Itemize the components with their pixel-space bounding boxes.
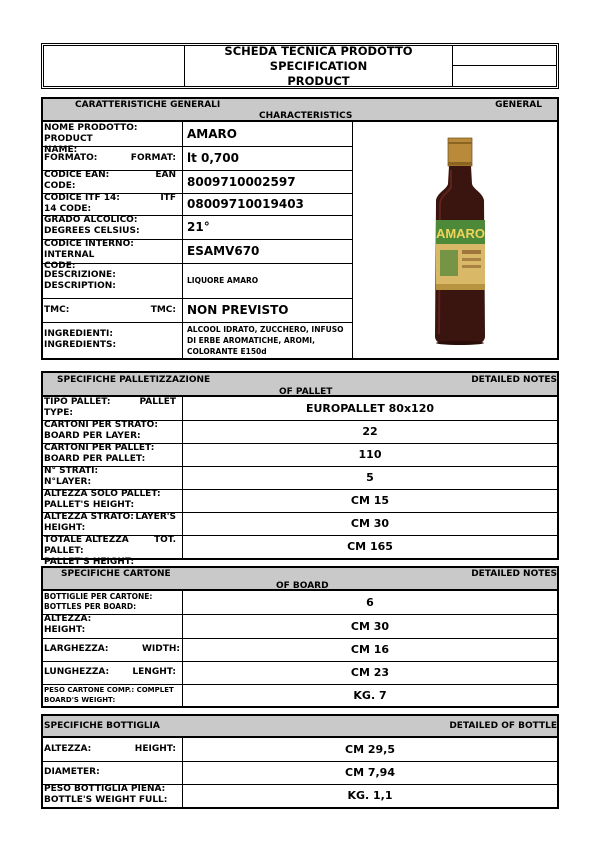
label-part-b: WIDTH:	[141, 644, 180, 654]
label-part-a: CODICE EAN:	[44, 170, 110, 180]
general-header-center: CHARACTERISTICS	[259, 111, 353, 121]
row-label: DIAMETER:	[44, 761, 183, 784]
label-part-b: LENGHT:	[132, 667, 176, 677]
product-image	[354, 122, 557, 358]
row-value: ALCOOL IDRATO, ZUCCHERO, INFUSO DI ERBE AROMATICHE, AROMI, COLORANTE E150d	[187, 324, 344, 356]
table-row	[43, 397, 557, 421]
table-row	[43, 738, 557, 762]
general-table	[43, 122, 353, 358]
row-value: NON PREVISTO	[187, 303, 289, 317]
table-row	[43, 322, 352, 358]
general-section	[41, 97, 559, 360]
label-line2: PALLET'S HEIGHT:	[44, 557, 135, 567]
label-line1: CODICE INTERNO: INTERNAL	[44, 239, 134, 260]
row-label: DESCRIZIONE: DESCRIPTION:	[44, 263, 183, 298]
label-line1: CARTONI PER PALLET:	[44, 443, 155, 453]
table-row	[43, 122, 352, 155]
row-label	[44, 512, 183, 535]
label-part-b: TOT.	[154, 535, 176, 545]
label-line1: PESO BOTTIGLIA PIENA:	[44, 784, 166, 794]
table-row	[43, 420, 557, 444]
row-value: 21°	[187, 220, 210, 234]
row-value: 110	[358, 448, 382, 461]
title-left-cell	[44, 46, 185, 86]
table-row	[43, 614, 557, 639]
bottle-header-left: SPECIFICHE BOTTIGLIA	[44, 721, 160, 731]
label-part-a: LUNGHEZZA:	[44, 667, 110, 677]
label-part-a: TMC:	[44, 304, 70, 315]
label-part-a: TOTALE ALTEZZA PALLET:	[44, 535, 129, 556]
label-part-b: PALLET	[139, 397, 176, 407]
label-line1: BOTTIGLIE PER CARTONE:	[44, 592, 153, 601]
row-value: CM 29,5	[345, 743, 395, 756]
row-label	[44, 420, 183, 443]
row-label	[44, 614, 183, 638]
table-row	[43, 535, 557, 567]
label-line2: 14 CODE:	[44, 204, 92, 214]
label-line1: CARTONI PER STRATO:	[44, 420, 158, 430]
table-row	[43, 466, 557, 490]
table-row	[43, 684, 557, 706]
row-label	[44, 443, 183, 466]
bottle-section	[41, 714, 559, 809]
label-line2: CODE:	[44, 261, 76, 271]
table-row	[43, 239, 352, 271]
label-line2: HEIGHT:	[44, 625, 86, 635]
row-value: 08009710019403	[187, 197, 304, 211]
label-part-a: CODICE ITF 14:	[44, 193, 120, 203]
label-part-a: TIPO PALLET:	[44, 397, 111, 407]
table-row	[43, 170, 352, 194]
row-value: CM 15	[350, 494, 390, 507]
row-label	[44, 591, 183, 614]
table-row	[43, 146, 352, 171]
table-row	[43, 512, 557, 536]
label-line1: N° STRATI:	[44, 466, 99, 476]
label-part-a: FORMATO:	[44, 152, 98, 163]
row-label	[44, 661, 183, 684]
row-label	[44, 397, 183, 420]
row-label	[44, 146, 183, 170]
label-part-b: LAYER'S	[135, 512, 176, 522]
label-line2: BOARD'S WEIGHT:	[44, 696, 116, 704]
row-label	[44, 170, 183, 193]
table-row	[43, 591, 557, 615]
row-label	[44, 215, 183, 239]
label-line1: ALTEZZA:	[44, 614, 92, 624]
table-row	[43, 784, 557, 807]
label-line2: BOARD PER PALLET:	[44, 454, 146, 464]
label-line2: PALLET'S HEIGHT:	[44, 500, 135, 510]
label-line2: NAME:	[44, 145, 78, 155]
row-label	[44, 239, 183, 271]
general-header-left: CARATTERISTICHE GENERALI	[75, 100, 221, 110]
row-label	[44, 535, 183, 567]
row-value: lt 0,700	[187, 151, 239, 165]
label-line1: GRADO ALCOLICO:	[44, 215, 138, 225]
carton-section	[41, 566, 559, 708]
carton-header-right: DETAILED NOTES	[471, 569, 557, 579]
row-value: CM 30	[350, 619, 390, 633]
pallet-header-left: SPECIFICHE PALLETIZZAZIONE	[57, 375, 211, 385]
carton-header	[43, 568, 557, 591]
label-line2: BOTTLE'S WEIGHT FULL:	[44, 795, 168, 805]
title-box	[41, 43, 559, 89]
table-row	[43, 638, 557, 662]
row-value: ESAMV670	[187, 244, 260, 258]
table-row	[43, 193, 352, 216]
general-header	[43, 99, 557, 122]
label-part-b: ITF	[160, 193, 176, 203]
label-line1: ALTEZZA SOLO PALLET:	[44, 489, 161, 499]
label-line2: HEIGHT:	[44, 523, 86, 533]
row-label	[44, 193, 183, 215]
label-line2: CODE:	[44, 181, 76, 191]
page-title	[185, 43, 452, 88]
label-part-b: EAN	[155, 170, 176, 180]
table-row	[43, 215, 352, 240]
general-header-right: GENERAL	[495, 100, 542, 110]
bottle-label-text: AMARO	[435, 226, 486, 241]
table-row	[43, 443, 557, 467]
row-label	[44, 298, 183, 322]
title-right-cell-bottom	[452, 66, 556, 86]
carton-table	[43, 591, 557, 706]
label-part-b: HEIGHT:	[134, 744, 176, 754]
label-line2: TYPE:	[44, 408, 73, 418]
row-label	[44, 738, 183, 761]
label-part-a: LARGHEZZA:	[44, 644, 109, 654]
bottle-table	[43, 738, 557, 807]
row-label	[44, 684, 183, 706]
label-line1: PESO CARTONE COMP.: COMPLET	[44, 686, 174, 694]
row-value: CM 165	[347, 540, 393, 553]
row-value: 6	[366, 596, 374, 609]
row-value: EUROPALLET 80x120	[305, 402, 435, 415]
row-label	[44, 466, 183, 489]
row-value: AMARO	[187, 127, 237, 141]
row-label	[44, 638, 183, 661]
table-row	[43, 661, 557, 685]
bottle-header	[43, 716, 557, 738]
table-row	[43, 489, 557, 513]
row-value: KG. 1,1	[347, 789, 393, 802]
table-row	[43, 263, 352, 299]
label-line2: BOARD PER LAYER:	[44, 431, 141, 441]
row-value: CM 7,94	[345, 766, 395, 779]
label-part-b: TMC:	[150, 304, 176, 315]
bottle-header-right: DETAILED OF BOTTLE	[449, 721, 557, 731]
row-value: CM 16	[350, 643, 390, 656]
carton-header-left: SPECIFICHE CARTONE	[61, 569, 171, 579]
title-line1: SCHEDA TECNICA PRODOTTO SPECIFICATION	[224, 43, 413, 73]
row-label	[44, 122, 183, 155]
label-part-a: ALTEZZA:	[44, 744, 92, 754]
row-label	[44, 784, 183, 807]
label-part-b: FORMAT:	[130, 152, 176, 163]
pallet-section	[41, 371, 559, 567]
table-row	[43, 761, 557, 785]
row-value: CM 23	[350, 666, 390, 679]
label-line1: NOME PRODOTTO: PRODUCT	[44, 123, 138, 144]
row-value: 8009710002597	[187, 174, 296, 189]
row-value: CM 30	[350, 517, 390, 530]
pallet-header	[43, 373, 557, 397]
table-row	[43, 298, 352, 323]
title-right-cell-top	[452, 46, 556, 66]
row-label	[44, 489, 183, 512]
row-label: INGREDIENTI: INGREDIENTS:	[44, 322, 183, 358]
carton-header-center: OF BOARD	[276, 581, 329, 591]
label-line2: DEGREES CELSIUS:	[44, 226, 140, 236]
row-value: KG. 7	[353, 688, 387, 702]
label-part-a: ALTEZZA STRATO:	[44, 512, 134, 522]
pallet-table	[43, 397, 557, 567]
amaro-bottle-image	[354, 122, 557, 358]
pallet-header-right: DETAILED NOTES	[471, 375, 557, 385]
row-value: LIQUORE AMARO	[187, 276, 259, 285]
pallet-header-center: OF PALLET	[279, 387, 333, 397]
label-line2: BOTTLES PER BOARD:	[44, 602, 137, 611]
row-value: 5	[366, 471, 374, 484]
title-line2: PRODUCT	[287, 73, 350, 88]
label-line2: N°LAYER:	[44, 477, 92, 487]
row-value: 22	[362, 425, 378, 438]
